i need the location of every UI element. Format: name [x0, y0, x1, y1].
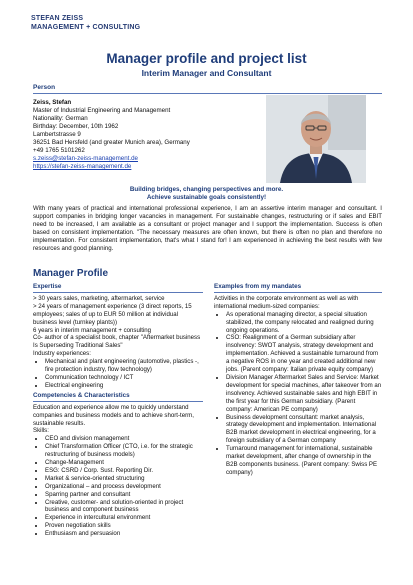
tagline-line-2: Achieve sustainable goals consistently! [146, 194, 267, 201]
examples-intro: Activities in the corporate environment as well as with international medium-sized companies: [214, 294, 359, 310]
industry-list [33, 358, 203, 390]
skills-list [33, 435, 203, 538]
competencies-intro: Education and experience allow me to quickly understand companies and business models and to achieve short-term, sustainable results. [33, 403, 194, 427]
person-section-label: Person [33, 84, 56, 91]
expertise-item: Co- author of a specialist book, chapter "Aftermarket business Is Superseding Traditional Sales" [33, 334, 201, 350]
list-item: • Creative, customer- and solution-oriented in project business and component business [45, 499, 203, 515]
person-name: Zeiss, Stefan [33, 99, 72, 106]
list-item: • CSO: Realignment of a German subsidiary after insolvency: SWOT analysis, strategy development and implementation. Achieved a sustainable turnaround from a negative ROS in one year and created additional new jobs. (Parent company: Italian private equity company) [226, 334, 382, 374]
list-item: • Organizational – and process development [45, 483, 203, 491]
intro-paragraph: With many years of practical and international professional experience, I am an assertive interim manager and consultant. I support companies in bridging longer vacancies in management. For sustainable changes, restructuring or if sales and EBIT need to be increased, I am available as a consultant or project manager and I support the implementation. Success is often based on consistent implementation. "The necessary measures are often known, but there is often no plan and therefore no implementation. For consistent implementation, that's what I stand for! I am experienced in achieving the best results with few resources and good planning. [33, 205, 382, 253]
person-details [33, 99, 253, 171]
person-city: 36251 Bad Hersfeld (and greater Munich area), Germany [33, 139, 190, 146]
list-item: • Business development consultant: market analysis, strategy development and implementation. International B2B market development in electrical engineering, for a foreign subsidiary of a German company [226, 414, 382, 446]
brand-tagline: MANAGEMENT + CONSULTING [31, 24, 141, 31]
list-item: • Proven negotiation skills [45, 522, 203, 530]
person-degree: Master of Industrial Engineering and Management [33, 107, 171, 114]
email-link[interactable]: s.zeiss@stefan-zeiss-management.de [33, 155, 138, 162]
competencies-label: Competencies & Characteristics [33, 391, 130, 399]
list-item: • CEO and division management [45, 435, 203, 443]
profile-right-column [214, 283, 382, 477]
brand-logo [31, 14, 140, 32]
expertise-item: > 24 years of management experience (3 direct reports, 15 employees; sales of up to EUR 50 million at individual business level (turnkey plants)) [33, 302, 192, 326]
portrait-photo [266, 95, 366, 183]
website-link[interactable]: https://stefan-zeiss-management.de [33, 163, 132, 170]
list-item: • Market & service-oriented structuring [45, 475, 203, 483]
examples-list [214, 311, 382, 477]
list-item: • ESG: CSRD / Corp. Sust. Reporting Dir. [45, 467, 203, 475]
page-subtitle: Interim Manager and Consultant [141, 68, 272, 78]
column-divider [33, 292, 203, 293]
profile-left-column [33, 283, 203, 538]
portrait-image [266, 95, 366, 183]
section-divider [33, 93, 382, 94]
tagline [0, 186, 413, 202]
list-item: • Electrical engineering [45, 382, 203, 390]
examples-label: Examples from my mandates [214, 283, 302, 290]
profile-heading: Manager Profile [33, 268, 109, 279]
tagline-line-1: Building bridges, changing perspectives and more. [129, 186, 284, 193]
column-divider [33, 401, 203, 402]
person-nationality: Nationality: German [33, 115, 88, 122]
skills-label: Skills: [33, 427, 49, 435]
page-title: Manager profile and project list [106, 51, 307, 66]
expertise-item: 6 years in interim management + consulting [33, 326, 152, 334]
industry-label: Industry experiences: [33, 350, 91, 358]
person-street: Lambertstrasse 9 [33, 131, 81, 138]
person-phone: +49 1765 5101262 [33, 147, 85, 154]
list-item: • Change-Management [45, 459, 203, 467]
list-item: • Chief Transformation Officer (CTO, i.e. for the strategic restructuring of business models) [45, 443, 203, 459]
expertise-label: Expertise [33, 283, 62, 290]
person-birthday: Birthday: December, 10th 1962 [33, 123, 119, 130]
list-item: • Division Manager Aftermarket Sales and Service: Market development for special machines, after takeover from an insolvency. Achieved sustainable sales and high EBIT in the first year for this German subsidiary. (Parent company: American PE company) [226, 374, 382, 414]
list-item: • Communication technology / ICT [45, 374, 203, 382]
list-item: • Experience in intercultural environment [45, 514, 203, 522]
list-item: • Turnaround management for international, sustainable market development, after change of ownership in the B2B components business. (Parent company: Swiss PE company) [226, 445, 382, 477]
list-item: • Enthusiasm and persuasion [45, 530, 203, 538]
list-item: • Sparring partner and consultant [45, 491, 203, 499]
list-item: • Mechanical and plant engineering (automotive, plastics -, fire protection industry, flow technology) [45, 358, 203, 374]
column-divider [214, 292, 382, 293]
expertise-item: > 30 years sales, marketing, aftermarket, service [33, 294, 165, 302]
brand-name: STEFAN ZEISS [31, 15, 84, 22]
list-item: • As operational managing director, a special situation stabilized, the company relocated and realigned during ongoing operations. [226, 311, 382, 335]
